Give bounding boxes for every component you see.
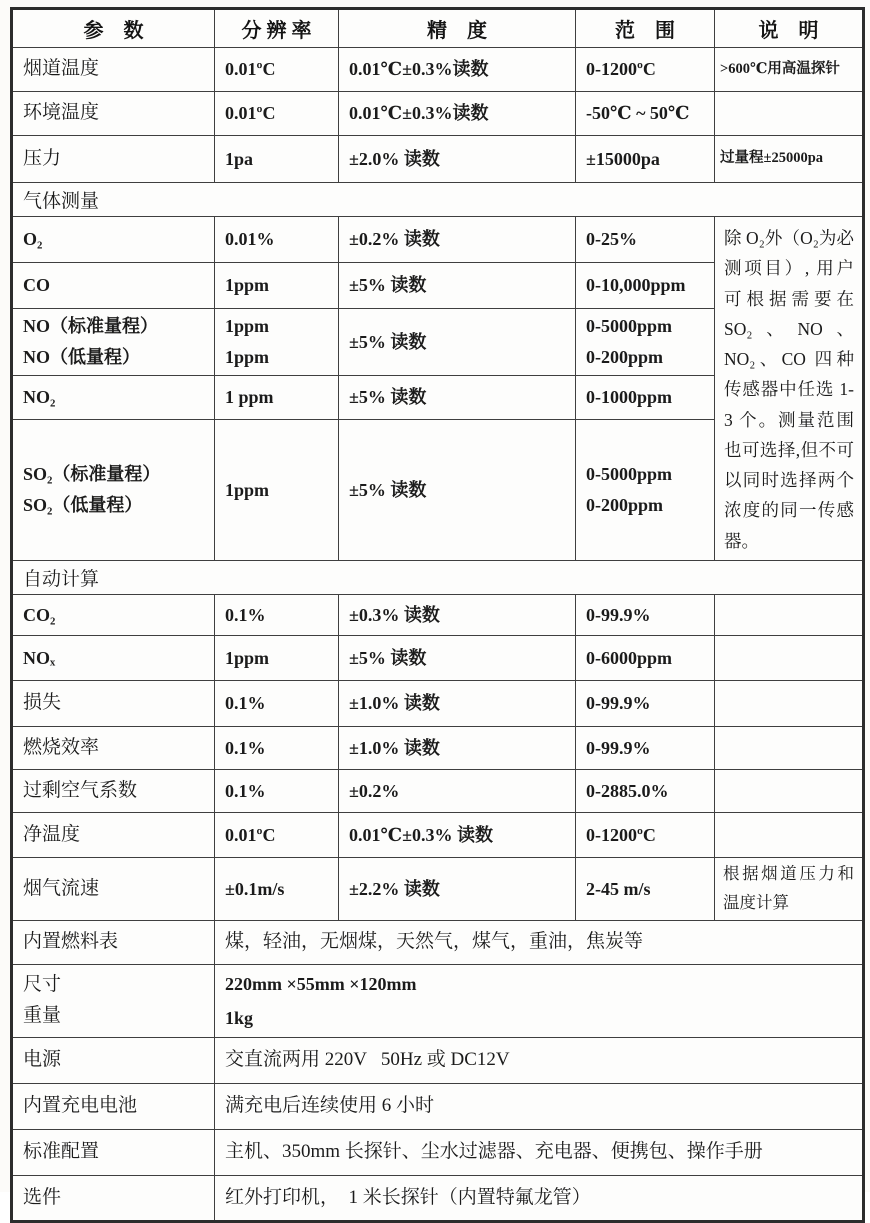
param-cell: 内置燃料表: [12, 920, 215, 964]
param-cell: CO₂: [12, 594, 215, 635]
accuracy-cell: ±5% 读数: [339, 308, 576, 376]
table-row: [12, 769, 864, 812]
param-cell: 环境温度: [12, 92, 215, 136]
table-row: [12, 594, 864, 635]
value-cell-merged: 220mm ×55mm ×120mm 1kg: [215, 964, 864, 1037]
param-cell: 损失: [12, 680, 215, 726]
resolution-cell: 1ppm: [215, 420, 339, 561]
table-row: [12, 1038, 864, 1084]
accuracy-cell: 0.01℃±0.3%读数: [339, 48, 576, 92]
range-cell: 0-25%: [576, 217, 715, 263]
accuracy-cell: ±1.0% 读数: [339, 726, 576, 769]
resolution-cell: 0.01ºC: [215, 48, 339, 92]
col-header-note: 说 明: [715, 9, 864, 48]
value-cell-merged: 红外打印机， 1 米长探针（内置特氟龙管）: [215, 1176, 864, 1222]
range-cell: ±15000pa: [576, 136, 715, 183]
value-cell-merged: 煤，轻油，无烟煤，天然气，煤气，重油，焦炭等: [215, 920, 864, 964]
table-row: [12, 920, 864, 964]
table-row: [12, 136, 864, 183]
range-cell: 2-45 m/s: [576, 857, 715, 920]
col-header-resolution: 分 辨 率: [215, 9, 339, 48]
param-cell: CO: [12, 262, 215, 308]
range-cell: -50℃ ~ 50℃: [576, 92, 715, 136]
table-row: [12, 964, 864, 1037]
accuracy-cell: ±5% 读数: [339, 635, 576, 680]
resolution-cell: 1ppm 1ppm: [215, 308, 339, 376]
resolution-cell: 0.01ºC: [215, 92, 339, 136]
param-cell: 标准配置: [12, 1130, 215, 1176]
range-cell: 0-1200ºC: [576, 812, 715, 857]
note-cell-merged: 除 O₂外（O₂为必测项目）, 用户可根据需要在 SO₂、NO、NO₂、CO 四种传感器中任选 1-3 个。测量范围也可选择,但不可以同时选择两个浓度的同一传感器。: [715, 217, 864, 561]
accuracy-cell: 0.01℃±0.3% 读数: [339, 812, 576, 857]
accuracy-cell: ±5% 读数: [339, 376, 576, 420]
table-row: [12, 1176, 864, 1222]
range-cell: 0-99.9%: [576, 726, 715, 769]
range-cell: 0-1200ºC: [576, 48, 715, 92]
param-cell: O₂: [12, 217, 215, 263]
section-row: [12, 560, 864, 594]
param-cell: 燃烧效率: [12, 726, 215, 769]
table-row: [12, 635, 864, 680]
table-row: [12, 857, 864, 920]
range-cell: 0-5000ppm 0-200ppm: [576, 308, 715, 376]
accuracy-cell: 0.01℃±0.3%读数: [339, 92, 576, 136]
range-cell: 0-5000ppm 0-200ppm: [576, 420, 715, 561]
param-cell: 压力: [12, 136, 215, 183]
spec-table: [10, 7, 865, 1223]
accuracy-cell: ±0.3% 读数: [339, 594, 576, 635]
table-row: [12, 680, 864, 726]
range-cell: 0-99.9%: [576, 594, 715, 635]
accuracy-cell: ±0.2% 读数: [339, 217, 576, 263]
col-header-param: 参 数: [12, 9, 215, 48]
table-row: [12, 726, 864, 769]
note-cell: [715, 635, 864, 680]
table-row: [12, 48, 864, 92]
note-cell: [715, 92, 864, 136]
accuracy-cell: ±1.0% 读数: [339, 680, 576, 726]
accuracy-cell: ±0.2%: [339, 769, 576, 812]
note-cell: 过量程±25000pa: [715, 136, 864, 183]
param-cell: 电源: [12, 1038, 215, 1084]
resolution-cell: 0.1%: [215, 680, 339, 726]
note-cell: [715, 769, 864, 812]
resolution-cell: 1ppm: [215, 262, 339, 308]
resolution-cell: 0.01%: [215, 217, 339, 263]
param-cell: SO₂（标准量程） SO₂（低量程）: [12, 420, 215, 561]
accuracy-cell: ±2.0% 读数: [339, 136, 576, 183]
note-cell: [715, 726, 864, 769]
param-cell: 烟道温度: [12, 48, 215, 92]
range-cell: 0-2885.0%: [576, 769, 715, 812]
param-cell: 烟气流速: [12, 857, 215, 920]
resolution-cell: 1 ppm: [215, 376, 339, 420]
range-cell: 0-6000ppm: [576, 635, 715, 680]
resolution-cell: ±0.1m/s: [215, 857, 339, 920]
param-cell: 过剩空气系数: [12, 769, 215, 812]
range-cell: 0-99.9%: [576, 680, 715, 726]
range-cell: 0-1000ppm: [576, 376, 715, 420]
note-cell: [715, 812, 864, 857]
table-row: [12, 217, 864, 263]
note-cell: 根据烟道压力和温度计算: [715, 857, 864, 920]
col-header-accuracy: 精 度: [339, 9, 576, 48]
value-cell-merged: 交直流两用 220V 50Hz 或 DC12V: [215, 1038, 864, 1084]
section-label: 气体测量: [12, 183, 864, 217]
table-row: [12, 1130, 864, 1176]
accuracy-cell: ±5% 读数: [339, 420, 576, 561]
table-row: [12, 1084, 864, 1130]
note-cell: [715, 680, 864, 726]
accuracy-cell: ±2.2% 读数: [339, 857, 576, 920]
param-cell: 尺寸 重量: [12, 964, 215, 1037]
resolution-cell: 0.1%: [215, 726, 339, 769]
value-cell-merged: 主机、350mm 长探针、尘水过滤器、充电器、便携包、操作手册: [215, 1130, 864, 1176]
resolution-cell: 0.1%: [215, 594, 339, 635]
table-row: [12, 92, 864, 136]
resolution-cell: 0.01ºC: [215, 812, 339, 857]
param-cell: NO（标准量程） NO（低量程）: [12, 308, 215, 376]
section-label: 自动计算: [12, 560, 864, 594]
accuracy-cell: ±5% 读数: [339, 262, 576, 308]
section-row: [12, 183, 864, 217]
param-cell: NOₓ: [12, 635, 215, 680]
param-cell: 净温度: [12, 812, 215, 857]
header-row: [12, 9, 864, 48]
param-cell: 选件: [12, 1176, 215, 1222]
resolution-cell: 0.1%: [215, 769, 339, 812]
table-row: [12, 812, 864, 857]
param-cell: NO₂: [12, 376, 215, 420]
note-cell: [715, 594, 864, 635]
value-cell-merged: 满充电后连续使用 6 小时: [215, 1084, 864, 1130]
note-cell: >600℃用高温探针: [715, 48, 864, 92]
resolution-cell: 1ppm: [215, 635, 339, 680]
param-cell: 内置充电电池: [12, 1084, 215, 1130]
col-header-range: 范 围: [576, 9, 715, 48]
resolution-cell: 1pa: [215, 136, 339, 183]
range-cell: 0-10,000ppm: [576, 262, 715, 308]
